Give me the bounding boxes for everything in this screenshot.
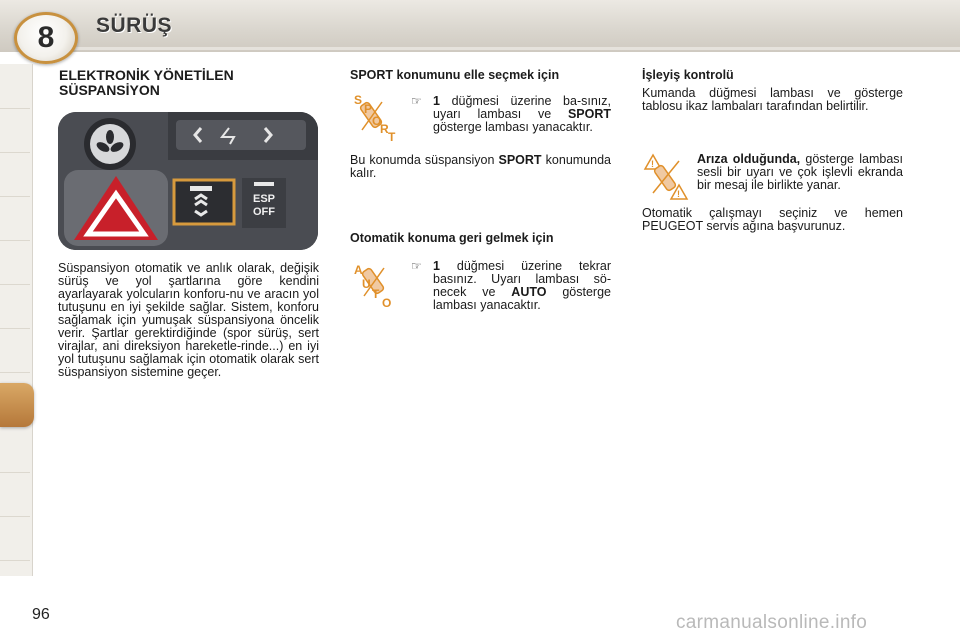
sport-step-part2: gösterge lambası yanacaktır. (433, 120, 593, 134)
auto-step-mode: AUTO (511, 285, 547, 299)
esp-label-line1: ESP (252, 193, 276, 205)
page-number: 96 (32, 606, 50, 623)
section-title-line1: ELEKTRONİK YÖNETİLEN (59, 67, 234, 83)
sport-note (350, 154, 611, 180)
sport-note-mode: SPORT (498, 153, 542, 167)
esp-label-line2: OFF (253, 206, 275, 218)
auto-icon-letter: O (382, 296, 392, 310)
auto-section-title: Otomatik konuma geri gelmek için (350, 231, 554, 245)
sport-suspension-icon (352, 92, 398, 142)
chapter-tab[interactable] (0, 428, 30, 473)
chapter-tab[interactable] (0, 328, 30, 373)
chapter-tab[interactable] (0, 196, 30, 241)
suspension-fault-icon (643, 153, 689, 203)
sport-icon-letter: P (364, 102, 373, 116)
chapter-tab[interactable] (0, 108, 30, 153)
sport-icon-letter: R (380, 122, 389, 136)
dashboard-illustration (58, 112, 318, 250)
finger-icon: ☞ (411, 94, 422, 108)
auto-icon-letter: U (362, 277, 371, 291)
chapter-number: 8 (37, 21, 55, 54)
watermark: carmanualsonline.info (676, 612, 868, 633)
chapter-tab[interactable] (0, 240, 30, 285)
header-divider (60, 47, 960, 50)
sport-step-text (433, 95, 611, 134)
chapter-badge (14, 12, 78, 64)
description-paragraph: Süspansiyon otomatik ve anlık olarak, değişik sürüş ve yol şartlarına göre kendini ayarlayarak yolcuların konforu-nu ve aracın yol tutuşunu en iyi şekilde sağlar. Sistem, konforu sağlamak için yumuşak süspansiyona öncelik verir. Şartlar gerektirdiğinde (spor sürüş, sert virajlar, ani direksiyon hareketle-rinde...) en iyi yol tutuşunu sağlamak için otomatik olarak sert süspansiyon sistemine geçer. (58, 261, 319, 379)
auto-suspension-icon (352, 260, 398, 310)
svg-text:!: ! (677, 189, 680, 199)
sport-icon-letter: O (372, 114, 382, 128)
sport-section-title: SPORT konumunu elle seçmek için (350, 68, 560, 82)
operation-check-title: İşleyiş kontrolü (642, 68, 734, 82)
section-title-line2: SÜSPANSİYON (59, 82, 160, 98)
auto-step-part1: düğmesi üzerine tekrar basınız. Uyarı lambası sö-necek ve (433, 259, 611, 299)
fault-advice: Otomatik çalışmayı seçiniz ve hemen PEUGEOT servis ağına başvurunuz. (642, 206, 903, 233)
chapter-tab[interactable] (0, 516, 30, 561)
chapter-tab-strip (0, 64, 33, 576)
sport-step-mode: SPORT (567, 107, 611, 121)
step-number: 1 (433, 259, 440, 273)
dashboard-photo (58, 112, 318, 250)
svg-text:!: ! (651, 159, 654, 169)
sport-icon-letter: S (354, 93, 363, 107)
chapter-title: SÜRÜŞ (96, 14, 173, 37)
chapter-tab[interactable] (0, 64, 30, 109)
operation-check-intro: Kumanda düğmesi lambası ve gösterge tablosu ikaz lambaları tarafından belirtilir. (642, 86, 903, 113)
chapter-tab[interactable] (0, 284, 30, 329)
step-number: 1 (433, 94, 440, 108)
section-title (59, 68, 319, 98)
sport-icon-letter: T (388, 130, 396, 142)
fault-body: gösterge lambası sesli bir uyarı ve çok işlevli ekranda bir mesaj ile birlikte yanar. (697, 152, 903, 192)
chapter-tab[interactable] (0, 152, 30, 197)
auto-icon-letter: A (354, 263, 363, 277)
fault-lead: Arıza olduğunda, (697, 152, 801, 166)
auto-step-text (433, 260, 611, 312)
chapter-tab[interactable] (0, 472, 30, 517)
sport-step-part1: düğmesi üzerine ba-sınız, uyarı lambası ve (433, 94, 611, 121)
auto-step-part2: gösterge lambası yanacaktır. (433, 285, 611, 312)
chapter-tab-active[interactable] (0, 383, 34, 427)
auto-icon-letter: T (372, 287, 380, 301)
sport-note-part2: konumunda kalır. (350, 153, 611, 180)
finger-icon: ☞ (411, 259, 422, 273)
sport-note-part1: Bu konumda süspansiyon (350, 153, 499, 167)
fault-text (697, 153, 903, 192)
